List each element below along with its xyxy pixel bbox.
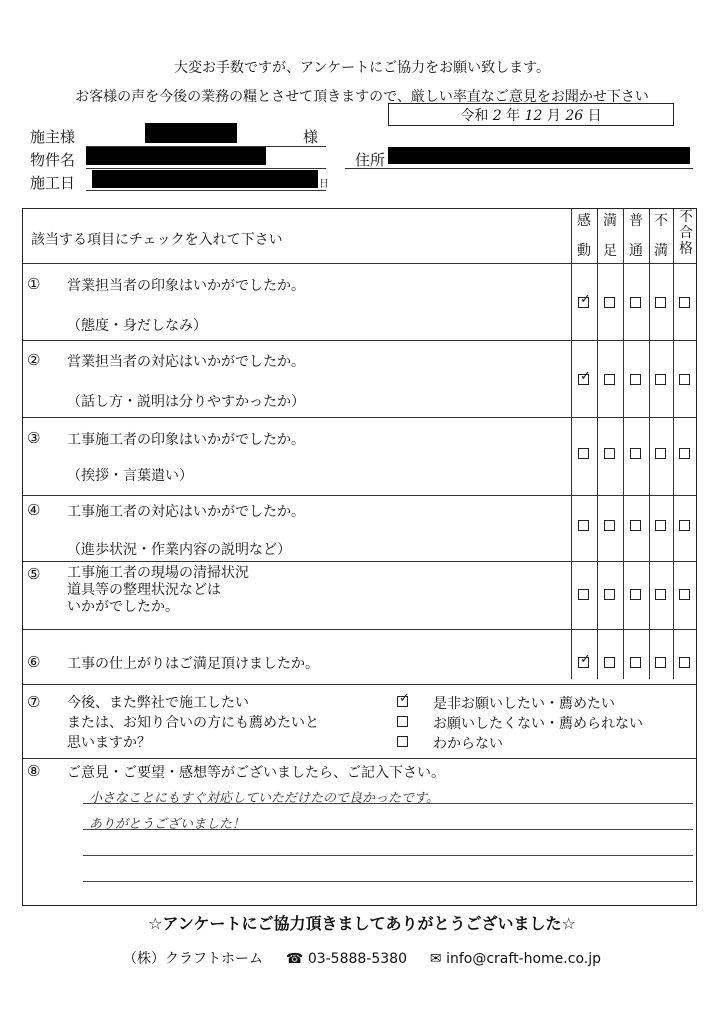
q6-rating-checkbox-3[interactable]	[630, 657, 641, 668]
date-box[interactable]	[388, 103, 674, 126]
q4-sub: （進歩状況・作業内容の説明など）	[67, 542, 291, 558]
owner-redaction	[145, 123, 237, 143]
col-header-futsu-top: 普	[629, 213, 643, 229]
survey-table	[22, 208, 697, 906]
q3-rating-checkbox-3[interactable]	[630, 448, 641, 459]
q7-option-2-label: お願いしたくない・薦められない	[433, 716, 643, 732]
address-label: 住所	[355, 151, 386, 169]
date-month-unit: 月	[546, 108, 561, 124]
row-sep-7	[23, 758, 696, 759]
q1-rating-checkbox-1[interactable]	[578, 297, 589, 308]
q1-rating-checkbox-5[interactable]	[679, 297, 690, 308]
col-sep-0	[571, 209, 572, 679]
q4-rating-checkbox-3[interactable]	[630, 520, 641, 531]
q3-sub: （挨拶・言葉遣い）	[67, 468, 193, 484]
col-header-kando	[572, 211, 596, 261]
q7-option-2-checkbox[interactable]	[397, 716, 408, 727]
col-header-manzoku	[598, 211, 622, 261]
date-day-unit: 日	[587, 108, 602, 124]
row-sep-3	[23, 495, 696, 496]
q2-text: 営業担当者の対応はいかがでしたか。	[67, 354, 305, 370]
owner-label: 施主様	[30, 128, 76, 146]
q3-rating-checkbox-4[interactable]	[655, 448, 666, 459]
q5-text-line3: いかがでしたか。	[67, 599, 179, 615]
q1-text: 営業担当者の印象はいかがでしたか。	[67, 278, 305, 294]
q5-text-line1: 工事施工者の現場の清掃状況	[67, 565, 249, 581]
col-header-fuman-top: 不	[654, 213, 668, 229]
q7-option-3-label: わからない	[433, 736, 503, 752]
row-sep-1	[23, 340, 696, 341]
q7-text-line1: 今後、また弊社で施工したい	[67, 695, 249, 711]
q7-option-1-label: 是非お願いしたい・薦めたい	[433, 696, 615, 712]
col-header-manzoku-bottom: 足	[603, 243, 617, 259]
q8-prompt: ご意見・ご要望・感想等がございましたら、ご記入下さい。	[67, 765, 445, 781]
construction-date-redaction	[92, 170, 318, 188]
q7-text	[67, 693, 319, 753]
q2-rating-checkbox-5[interactable]	[679, 374, 690, 385]
q7-text-line2: または、お知り合いの方にも薦めたいと	[67, 715, 319, 731]
q5-text	[67, 565, 249, 616]
col-header-fugoukaku-mid: 合	[679, 225, 693, 241]
q6-rating-checkbox-5[interactable]	[679, 657, 690, 668]
row-sep-5	[23, 629, 696, 630]
col-header-futsu	[624, 211, 648, 261]
q2-sub: （話し方・説明は分りやすかったか）	[67, 394, 305, 410]
q6-number: ⑥	[27, 653, 41, 671]
col-sep-3	[649, 209, 650, 679]
q6-rating-checkbox-1[interactable]	[578, 657, 589, 668]
q3-number: ③	[27, 429, 41, 447]
email-address: info@craft-home.co.jp	[446, 951, 601, 967]
q7-text-line3: 思いますか？	[67, 735, 151, 751]
q3-rating-checkbox-5[interactable]	[679, 448, 690, 459]
footer-thanks: ☆アンケートにご協力頂きましてありがとうございました☆	[148, 914, 576, 933]
intro-line-1: 大変お手数ですが、アンケートにご協力をお願い致します。	[173, 60, 551, 76]
q6-rating-checkbox-2[interactable]	[604, 657, 615, 668]
q1-number: ①	[27, 275, 41, 293]
mail-icon: ✉	[429, 951, 442, 967]
q2-rating-checkbox-2[interactable]	[604, 374, 615, 385]
row-sep-2	[23, 417, 696, 418]
property-redaction	[86, 147, 266, 165]
q5-rating-checkbox-4[interactable]	[655, 589, 666, 600]
q4-text: 工事施工者の対応はいかがでしたか。	[67, 504, 305, 520]
address-underline	[345, 168, 693, 169]
q2-number: ②	[27, 351, 41, 369]
q1-rating-checkbox-3[interactable]	[630, 297, 641, 308]
table-instruction: 該当する項目にチェックを入れて下さい	[31, 232, 283, 248]
row-sep-header	[23, 263, 696, 264]
col-sep-4	[673, 209, 674, 679]
q7-option-1-checkbox[interactable]	[397, 696, 408, 707]
date-era: 令和	[460, 108, 489, 124]
owner-suffix: 様	[303, 128, 319, 146]
q2-rating-checkbox-1[interactable]	[578, 374, 589, 385]
row-sep-6	[23, 684, 696, 685]
property-underline	[86, 168, 326, 169]
date-year-unit: 年	[506, 108, 521, 124]
q5-rating-checkbox-2[interactable]	[604, 589, 615, 600]
q5-rating-checkbox-1[interactable]	[578, 589, 589, 600]
q7-option-3-checkbox[interactable]	[397, 736, 408, 747]
q4-rating-checkbox-2[interactable]	[604, 520, 615, 531]
comment-line-4	[83, 881, 693, 882]
q8-comment-2[interactable]: ありがとうございました！	[89, 817, 246, 832]
comment-line-1	[83, 803, 693, 804]
q3-rating-checkbox-1[interactable]	[578, 448, 589, 459]
q2-rating-checkbox-4[interactable]	[655, 374, 666, 385]
footer-contact	[0, 948, 724, 968]
q4-number: ④	[27, 501, 41, 519]
col-sep-1	[597, 209, 598, 679]
col-header-fugoukaku-top: 不	[679, 209, 693, 225]
construction-date-suffix: 日	[319, 179, 329, 190]
q3-rating-checkbox-2[interactable]	[604, 448, 615, 459]
q6-text: 工事の仕上がりはご満足頂けましたか。	[67, 656, 319, 672]
col-header-futsu-bottom: 通	[629, 243, 643, 259]
date-day: 26	[565, 108, 584, 124]
q8-number: ⑧	[27, 762, 41, 780]
q1-rating-checkbox-2[interactable]	[604, 297, 615, 308]
company-name: （株）クラフトホーム	[123, 951, 263, 967]
col-header-fuman-bottom: 満	[654, 243, 668, 259]
q4-rating-checkbox-1[interactable]	[578, 520, 589, 531]
address-redaction	[388, 147, 690, 164]
q6-rating-checkbox-4[interactable]	[655, 657, 666, 668]
col-sep-2	[623, 209, 624, 679]
construction-date-label: 施工日	[30, 174, 76, 192]
property-label: 物件名	[30, 151, 76, 169]
col-header-fugoukaku	[674, 209, 698, 257]
q1-sub: （態度・身だしなみ）	[67, 318, 207, 334]
col-header-fuman	[649, 211, 673, 261]
comment-line-3	[83, 855, 693, 856]
construction-date-underline	[86, 190, 326, 191]
q3-text: 工事施工者の印象はいかがでしたか。	[67, 432, 305, 448]
col-header-kando-bottom: 動	[577, 243, 591, 259]
row-sep-4	[23, 561, 696, 562]
col-header-fugoukaku-bottom: 格	[679, 241, 693, 257]
q7-number: ⑦	[27, 693, 41, 711]
phone-number: 03-5888-5380	[307, 951, 407, 967]
q2-rating-checkbox-3[interactable]	[630, 374, 641, 385]
comment-line-2	[83, 829, 693, 830]
col-header-manzoku-top: 満	[603, 213, 617, 229]
q5-text-line2: 道具等の整理状況などは	[67, 582, 221, 598]
intro-line-2: お客様の声を今後の業務の糧とさせて頂きますので、厳しい率直なご意見をお聞かせ下さい	[75, 89, 649, 105]
q8-comment-1[interactable]: 小さなことにもすぐ対応していただけたので良かったです。	[89, 791, 439, 806]
col-header-kando-top: 感	[577, 213, 591, 229]
date-month: 12	[524, 108, 543, 124]
q1-rating-checkbox-4[interactable]	[655, 297, 666, 308]
phone-icon: ☎	[285, 951, 304, 967]
q5-number: ⑤	[27, 565, 41, 583]
date-year: 2	[492, 108, 502, 124]
q4-rating-checkbox-4[interactable]	[655, 520, 666, 531]
q4-rating-checkbox-5[interactable]	[679, 520, 690, 531]
q5-rating-checkbox-3[interactable]	[630, 589, 641, 600]
q5-rating-checkbox-5[interactable]	[679, 589, 690, 600]
date-value	[389, 105, 673, 125]
